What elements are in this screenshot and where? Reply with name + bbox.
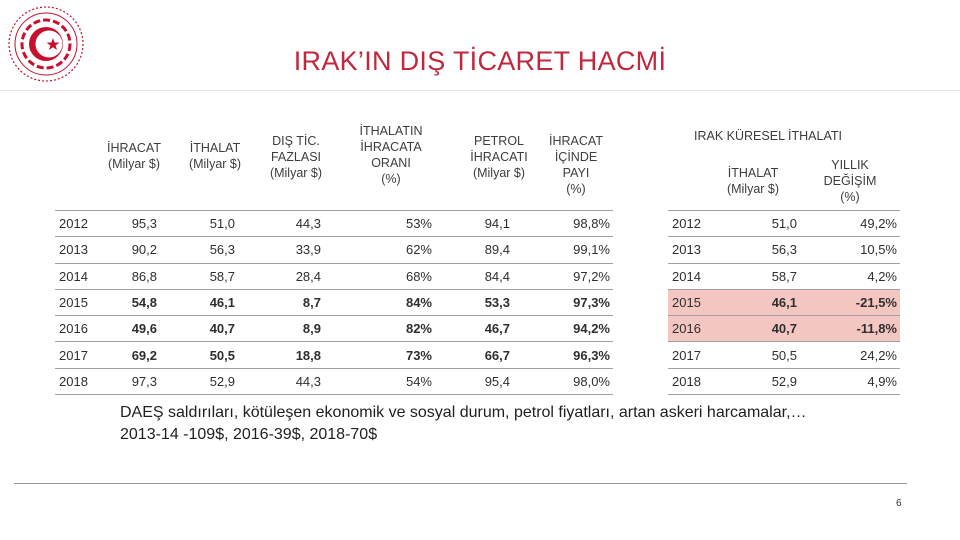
cell-pay: 99,1% — [513, 237, 613, 263]
cell-fazla: 44,3 — [238, 211, 324, 237]
cell-oran: 53% — [324, 211, 435, 237]
header-dis-ticaret-fazlasi: DIŞ TİC. FAZLASI (Milyar $) — [269, 134, 323, 180]
table-row — [668, 316, 900, 342]
cell-fazla: 44,3 — [238, 368, 324, 394]
cell-fazla: 33,9 — [238, 237, 324, 263]
cell-pay: 97,3% — [513, 289, 613, 315]
cell-petrol: 89,4 — [435, 237, 513, 263]
cell-ithalat: 46,1 — [160, 289, 238, 315]
table-row — [55, 263, 613, 289]
page-title: IRAK’IN DIŞ TİCARET HACMİ — [293, 46, 667, 76]
cell-degisim: 4,9% — [800, 368, 900, 394]
table-row — [55, 368, 613, 394]
cell-ihracat: 49,6 — [105, 316, 160, 342]
header-ithalat: İTHALAT (Milyar $) — [188, 141, 242, 171]
cell-petrol: 46,7 — [435, 316, 513, 342]
analysis-note: DAEŞ saldırıları, kötüleşen ekonomik ve sosyal durum, petrol fiyatları, artan askeri harcamalar,… 2013-14 -109$, 2016-39$, 2018-70$ — [120, 404, 807, 443]
table-row — [668, 342, 900, 368]
cell-ithalat: 40,7 — [718, 316, 800, 342]
table-row — [55, 289, 613, 315]
global-import-table — [668, 210, 900, 395]
cell-ithalat: 46,1 — [718, 289, 800, 315]
cell-oran: 82% — [324, 316, 435, 342]
cell-ithalat: 56,3 — [718, 237, 800, 263]
cell-degisim: 49,2% — [800, 211, 900, 237]
trade-volume-table — [55, 210, 613, 395]
table-row — [668, 263, 900, 289]
cell-petrol: 53,3 — [435, 289, 513, 315]
cell-year: 2012 — [668, 211, 718, 237]
cell-year: 2012 — [55, 211, 105, 237]
cell-ithalat: 52,9 — [718, 368, 800, 394]
header-yillik-degisim: YILLIK DEĞİŞİM (%) — [823, 158, 877, 204]
cell-ithalat: 56,3 — [160, 237, 238, 263]
cell-year: 2015 — [55, 289, 105, 315]
cell-ithalat: 51,0 — [160, 211, 238, 237]
header-ihracat-icinde-payi: İHRACAT İÇİNDE PAYI (%) — [549, 134, 603, 196]
title-divider — [0, 90, 960, 91]
cell-ihracat: 86,8 — [105, 263, 160, 289]
page-number: 6 — [896, 498, 902, 509]
cell-fazla: 28,4 — [238, 263, 324, 289]
cell-year: 2015 — [668, 289, 718, 315]
cell-oran: 54% — [324, 368, 435, 394]
cell-ithalat: 50,5 — [718, 342, 800, 368]
header-petrol-ihracati: PETROL İHRACATI (Milyar $) — [470, 134, 528, 180]
cell-degisim: 24,2% — [800, 342, 900, 368]
cell-petrol: 94,1 — [435, 211, 513, 237]
table-row — [668, 211, 900, 237]
table-row — [55, 237, 613, 263]
table-row — [55, 211, 613, 237]
cell-petrol: 66,7 — [435, 342, 513, 368]
header-ihracat: İHRACAT (Milyar $) — [107, 141, 161, 171]
table-row — [55, 316, 613, 342]
cell-year: 2013 — [668, 237, 718, 263]
cell-ihracat: 54,8 — [105, 289, 160, 315]
cell-ihracat: 97,3 — [105, 368, 160, 394]
header-irak-kuresel-ithalati: IRAK KÜRESEL İTHALATI — [694, 129, 842, 143]
cell-ithalat: 50,5 — [160, 342, 238, 368]
cell-degisim: 4,2% — [800, 263, 900, 289]
cell-pay: 94,2% — [513, 316, 613, 342]
table-row — [668, 368, 900, 394]
cell-year: 2018 — [668, 368, 718, 394]
cell-year: 2017 — [668, 342, 718, 368]
cell-fazla: 8,9 — [238, 316, 324, 342]
table-row — [668, 289, 900, 315]
cell-oran: 73% — [324, 342, 435, 368]
cell-year: 2013 — [55, 237, 105, 263]
cell-ithalat: 52,9 — [160, 368, 238, 394]
cell-pay: 98,0% — [513, 368, 613, 394]
cell-degisim: -21,5% — [800, 289, 900, 315]
header-ithalatin-ihracata-orani: İTHALATIN İHRACATA ORANI (%) — [359, 124, 423, 186]
cell-ihracat: 90,2 — [105, 237, 160, 263]
table-row — [668, 237, 900, 263]
header-kuresel-ithalat: İTHALAT (Milyar $) — [726, 166, 780, 196]
cell-petrol: 95,4 — [435, 368, 513, 394]
cell-ithalat: 51,0 — [718, 211, 800, 237]
cell-year: 2014 — [55, 263, 105, 289]
table-row — [55, 342, 613, 368]
cell-pay: 98,8% — [513, 211, 613, 237]
cell-year: 2014 — [668, 263, 718, 289]
cell-pay: 97,2% — [513, 263, 613, 289]
cell-year: 2016 — [668, 316, 718, 342]
cell-year: 2016 — [55, 316, 105, 342]
cell-ihracat: 95,3 — [105, 211, 160, 237]
cell-fazla: 18,8 — [238, 342, 324, 368]
cell-oran: 62% — [324, 237, 435, 263]
cell-degisim: 10,5% — [800, 237, 900, 263]
cell-petrol: 84,4 — [435, 263, 513, 289]
footer-divider — [14, 483, 907, 484]
cell-ihracat: 69,2 — [105, 342, 160, 368]
cell-year: 2017 — [55, 342, 105, 368]
cell-ithalat: 58,7 — [718, 263, 800, 289]
cell-degisim: -11,8% — [800, 316, 900, 342]
cell-oran: 68% — [324, 263, 435, 289]
cell-ithalat: 40,7 — [160, 316, 238, 342]
cell-ithalat: 58,7 — [160, 263, 238, 289]
cell-fazla: 8,7 — [238, 289, 324, 315]
cell-oran: 84% — [324, 289, 435, 315]
cell-year: 2018 — [55, 368, 105, 394]
cell-pay: 96,3% — [513, 342, 613, 368]
